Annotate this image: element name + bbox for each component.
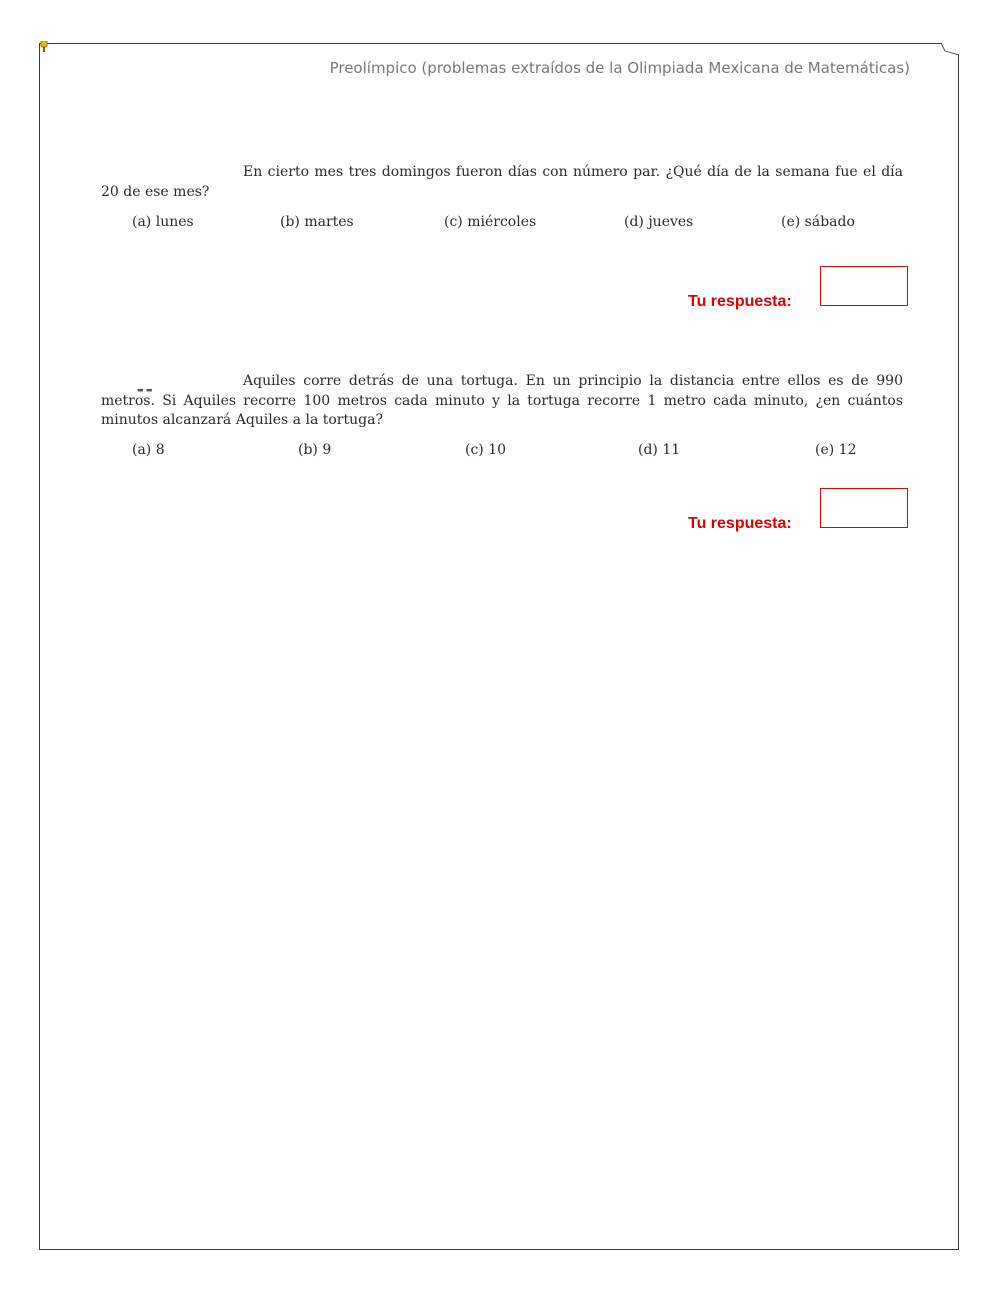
question-2-text: Aquiles corre detrás de una tortuga. En un principio la distancia entre ellos es de 990 metros. Si Aquiles recorre 100 metros cada minuto y la tortuga recorre 1 metro cada minuto, ¿en cuántos minutos alcanzará Aquiles a la tortuga? [101, 373, 903, 428]
question-1-option-b[interactable]: (b) martes [280, 214, 354, 230]
answer-input-box[interactable] [820, 266, 908, 306]
question-marker: ▬ ▬ [137, 386, 153, 394]
question-1-option-c[interactable]: (c) miércoles [444, 214, 537, 230]
question-2-option-d[interactable]: (d) 11 [638, 442, 681, 458]
answer-label: Tu respuesta: [688, 293, 792, 310]
page-bottom-border [39, 1249, 959, 1250]
question-1-text: En cierto mes tres domingos fueron días con número par. ¿Qué día de la semana fue el día 20 de ese mes? [101, 164, 903, 200]
question-2-option-a[interactable]: (a) 8 [132, 442, 165, 458]
question-1-option-e[interactable]: (e) sábado [781, 214, 855, 230]
question-2-option-e[interactable]: (e) 12 [815, 442, 857, 458]
question-1-option-a[interactable]: (a) lunes [132, 214, 194, 230]
question-1-option-d[interactable]: (d) jueves [624, 214, 694, 230]
answer-label: Tu respuesta: [688, 515, 792, 532]
pin-icon [40, 39, 48, 50]
question-2-option-b[interactable]: (b) 9 [298, 442, 332, 458]
page-corner-fold [941, 43, 959, 55]
page-header: Preolímpico (problemas extraídos de la Olimpiada Mexicana de Matemáticas) [329, 59, 910, 77]
question-2-option-c[interactable]: (c) 10 [465, 442, 507, 458]
answer-input-box[interactable] [820, 488, 908, 528]
